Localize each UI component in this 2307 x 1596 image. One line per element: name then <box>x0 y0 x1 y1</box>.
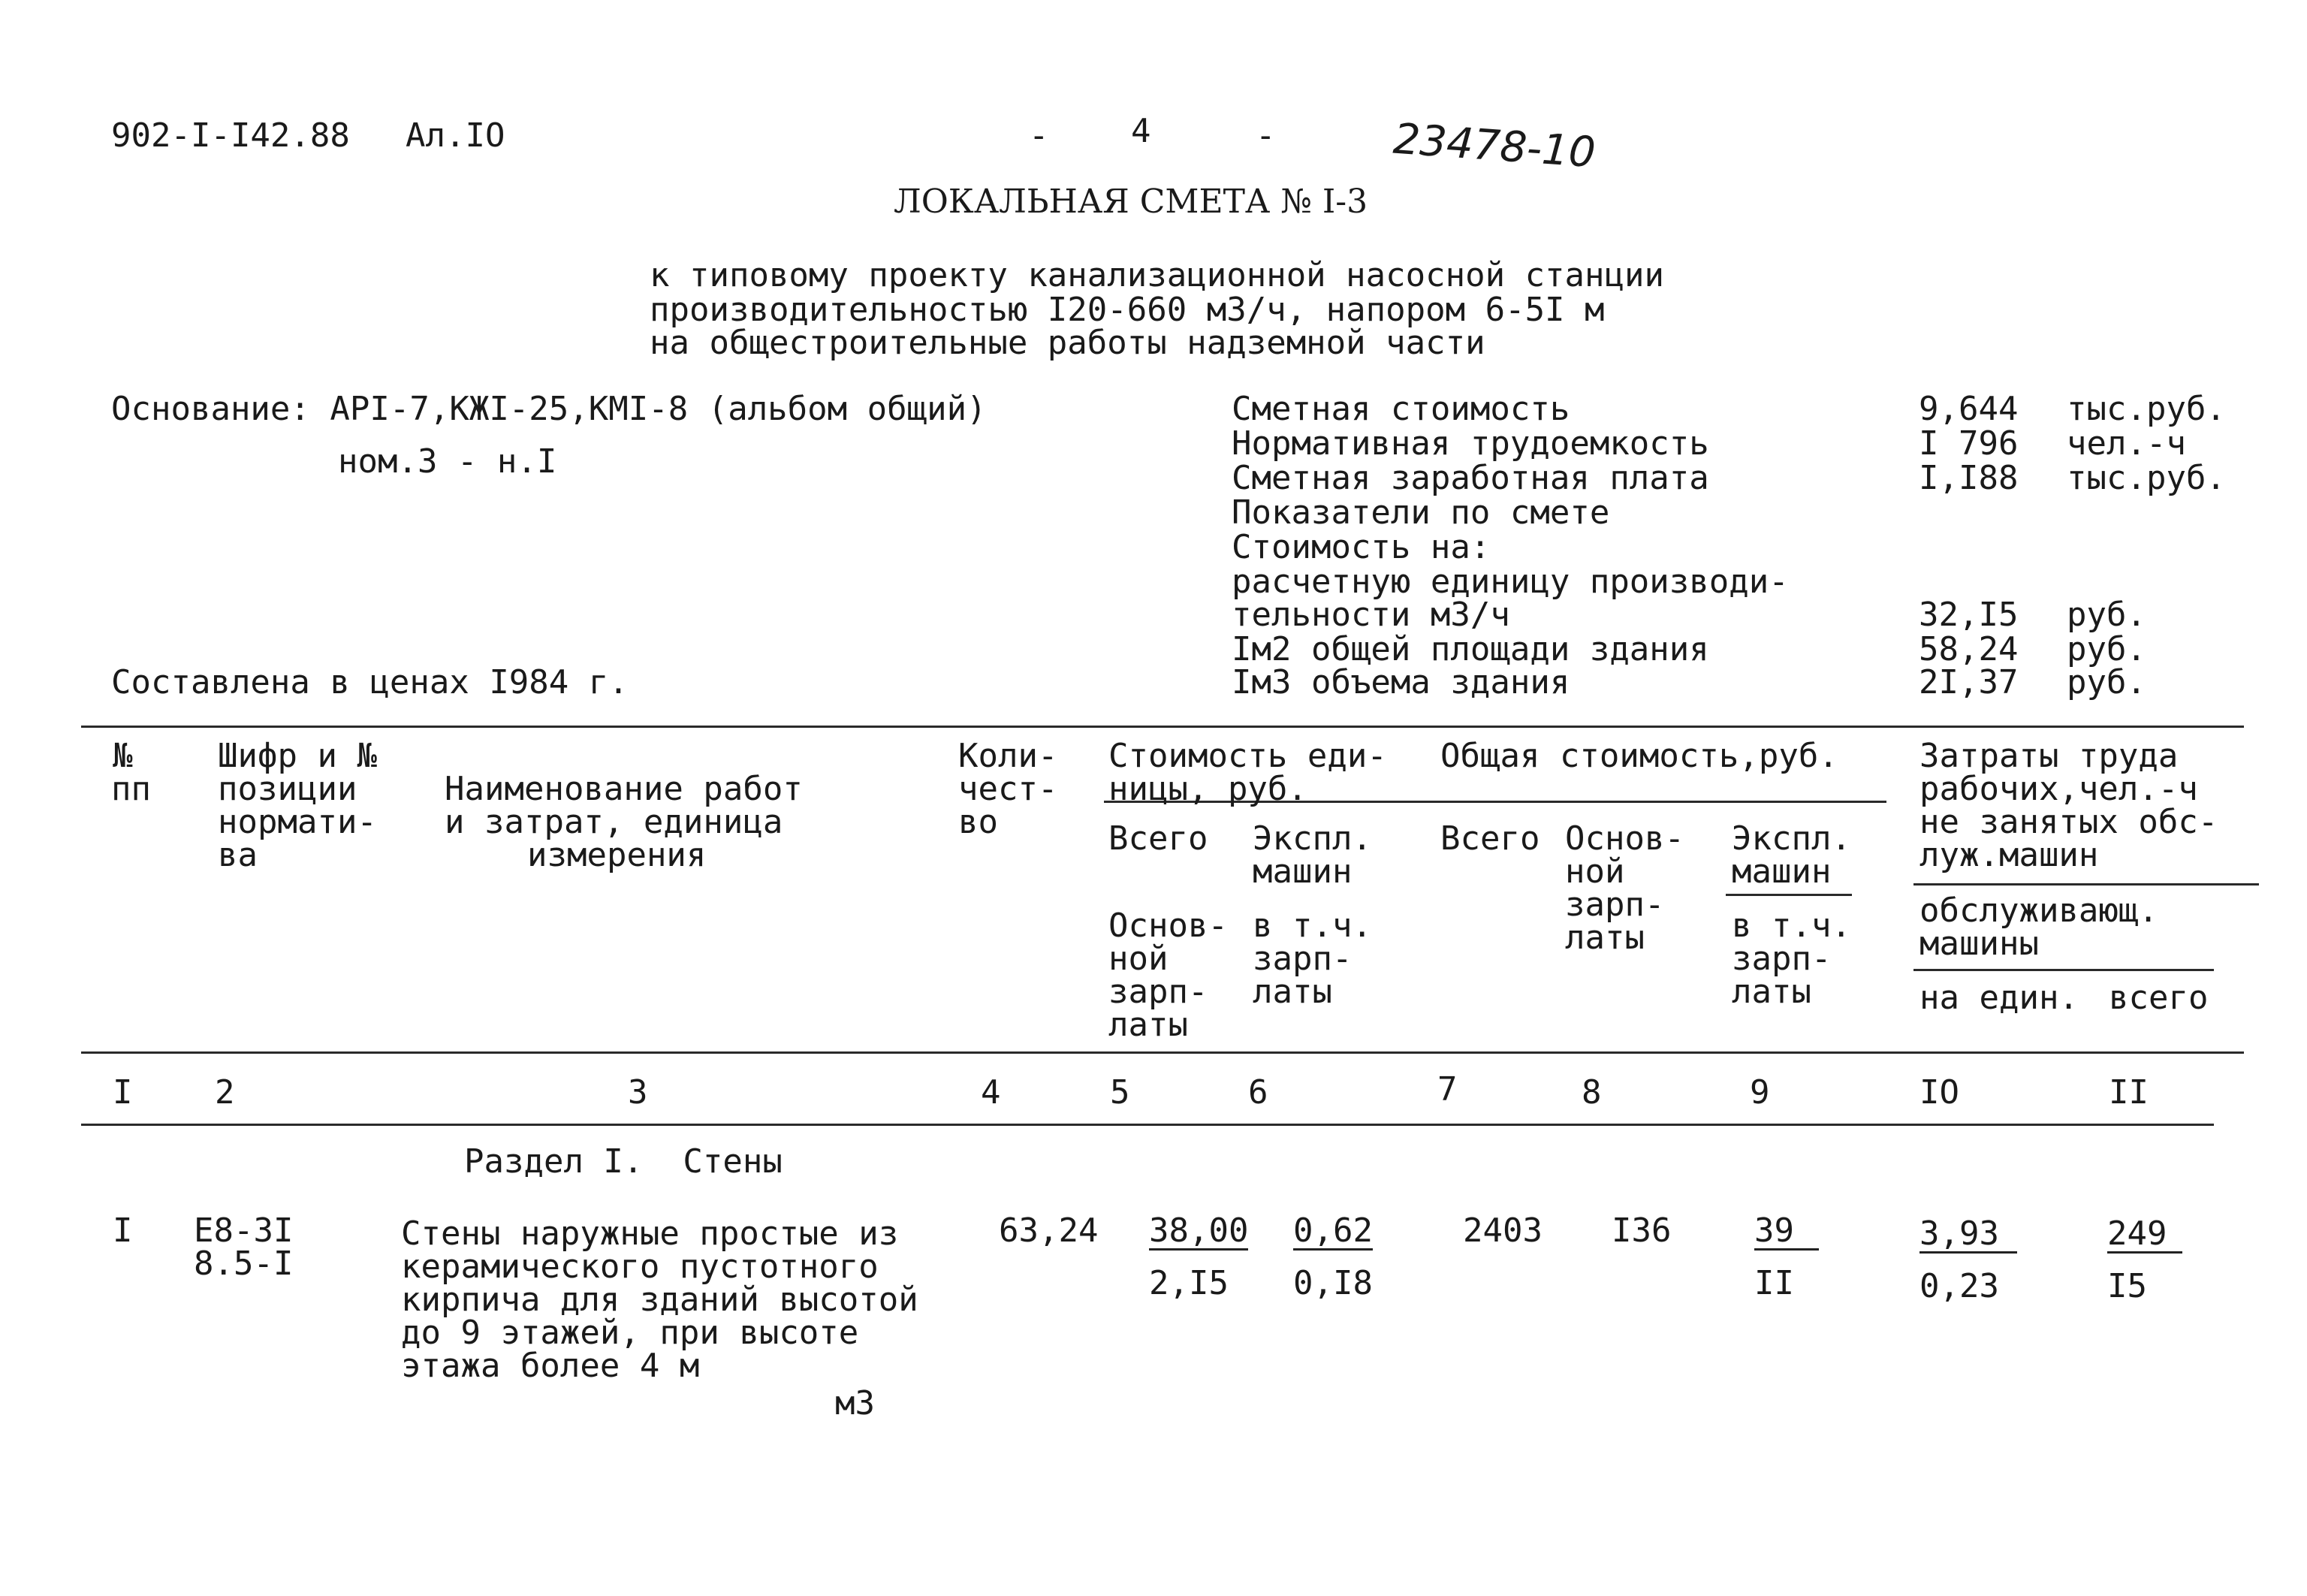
header-total-cost: Общая стоимость,руб. <box>1440 737 1838 775</box>
header-unit-base-2: ной <box>1108 940 1169 978</box>
table-top-rule <box>81 726 2244 728</box>
col-number: IO <box>1919 1073 1959 1112</box>
row-code-2: 8.5-I <box>194 1245 294 1283</box>
page-dash-right: - <box>1256 116 1276 155</box>
header-total-all: Всего <box>1440 819 1540 858</box>
cost-on-label: Стоимость на: <box>1232 528 1491 566</box>
unit-prod-label-1: расчетную единицу производи- <box>1232 563 1789 601</box>
header-labor-per-unit: на един. <box>1919 979 2079 1017</box>
row-name-4: до 9 этажей, при высоте <box>401 1314 859 1352</box>
handwritten-number: 23478-10 <box>1392 114 1597 178</box>
header-total-incl-2: зарп- <box>1732 940 1832 978</box>
summary-unit-wage: тыс.руб. <box>2067 459 2226 497</box>
summary-unit-cost: тыс.руб. <box>2067 390 2226 428</box>
summary-label-labor: Нормативная трудоемкость <box>1232 424 1709 463</box>
header-name-1: Наименование работ <box>445 770 803 808</box>
header-unit-incl-1: в т.ч. <box>1253 907 1372 945</box>
header-labor-serving-2: машины <box>1919 925 2039 963</box>
header-total-incl-1: в т.ч. <box>1732 907 1851 945</box>
col-number: 3 <box>628 1073 648 1112</box>
col-number: 4 <box>981 1073 1001 1112</box>
row-labor-total: 249 <box>2107 1217 2182 1254</box>
subtitle-line-1: к типовому проекту канализационной насосной станции <box>650 256 1665 294</box>
header-unit-base-3: зарп- <box>1108 973 1208 1011</box>
row-labor-per-unit: 3,93 <box>1919 1217 2017 1254</box>
labor-subrule-1 <box>1913 883 2259 885</box>
header-unit-incl-3: латы <box>1253 973 1332 1011</box>
summary-unit-labor: чел.-ч <box>2067 424 2186 463</box>
header-unit-base-1: Основ- <box>1108 907 1228 945</box>
row-labor-total-serving: I5 <box>2107 1267 2147 1305</box>
col-number: 7 <box>1437 1070 1458 1109</box>
compiled-prices: Составлена в ценах I984 г. <box>111 663 629 701</box>
header-unit-total: Всего <box>1108 819 1208 858</box>
volume-label: Iм3 объема здания <box>1232 663 1570 701</box>
area-label: Iм2 общей площади здания <box>1232 630 1709 668</box>
header-total-machines-1: Экспл. <box>1732 819 1851 858</box>
header-total-base-2: ной <box>1565 852 1625 891</box>
header-labor-total: всего <box>2109 979 2209 1017</box>
row-unit-machines: 0,62 <box>1293 1211 1373 1250</box>
summary-value-wage: I,I88 <box>1919 459 2019 497</box>
row-name-2: керамического пустотного <box>401 1248 879 1286</box>
row-unit-base-wage: 2,I5 <box>1149 1264 1229 1302</box>
row-labor-per-unit-serving: 0,23 <box>1919 1267 1999 1305</box>
header-code-1: Шифр и № <box>218 737 377 775</box>
area-value: 58,24 <box>1919 630 2019 668</box>
total-machines-subrule <box>1726 894 1852 896</box>
row-number: I <box>113 1211 133 1250</box>
header-total-base-1: Основ- <box>1565 819 1684 858</box>
header-num-2: пп <box>111 770 151 808</box>
header-qty-1: Коли- <box>958 737 1058 775</box>
header-labor-serving-1: обслуживающ. <box>1919 892 2158 930</box>
table-header-bottom-rule <box>81 1051 2244 1054</box>
volume-value: 2I,37 <box>1919 663 2019 701</box>
basis-line-1: Основание: АРI-7,КЖI-25,КМI-8 (альбом общий) <box>111 390 987 428</box>
page-number: 4 <box>1131 112 1151 150</box>
col-number: I <box>113 1073 133 1112</box>
col-number: II <box>2109 1073 2149 1112</box>
row-quantity: 63,24 <box>999 1211 1099 1250</box>
header-total-incl-3: латы <box>1732 973 1811 1011</box>
header-code-2: позиции <box>218 770 357 808</box>
col-number: 9 <box>1750 1073 1770 1112</box>
header-labor-2: рабочих,чел.-ч <box>1919 770 2198 808</box>
document-code: 902-I-I42.88 <box>111 116 350 155</box>
header-qty-3: во <box>958 803 998 841</box>
subtitle-line-2: производительностью I20-660 м3/ч, напором 6-5I м <box>650 291 1605 329</box>
row-unit: м3 <box>835 1384 875 1423</box>
header-code-3: нормати- <box>218 803 377 841</box>
page-title: ЛОКАЛЬНАЯ СМЕТА № I-3 <box>894 183 1368 221</box>
labor-subrule-2 <box>1913 969 2214 971</box>
header-labor-3: не занятых обс- <box>1919 803 2218 841</box>
row-total-base-wage: I36 <box>1612 1211 1672 1250</box>
col-number: 6 <box>1248 1073 1268 1112</box>
col-number: 8 <box>1582 1073 1602 1112</box>
header-unit-machines-2: машин <box>1253 852 1353 891</box>
column-number-rule <box>81 1124 2214 1126</box>
header-unit-incl-2: зарп- <box>1253 940 1353 978</box>
page-dash-left: - <box>1029 116 1049 155</box>
row-name-3: кирпича для зданий высотой <box>401 1281 918 1319</box>
summary-value-labor: I 796 <box>1919 424 2019 463</box>
row-code-1: Е8-3I <box>194 1211 294 1250</box>
summary-label-wage: Сметная заработная плата <box>1232 459 1709 497</box>
header-num-1: № <box>113 737 133 775</box>
row-total-machines-wage: II <box>1754 1264 1794 1302</box>
summary-value-cost: 9,644 <box>1919 390 2019 428</box>
area-unit: руб. <box>2067 630 2146 668</box>
header-total-base-3: зарп- <box>1565 885 1665 924</box>
header-name-2: и затрат, единица <box>445 803 783 841</box>
row-unit-total: 38,00 <box>1149 1211 1249 1250</box>
row-total: 2403 <box>1463 1211 1543 1250</box>
header-total-machines-2: машин <box>1732 852 1832 891</box>
header-code-4: ва <box>218 836 258 874</box>
row-total-machines: 39 <box>1754 1214 1819 1251</box>
summary-label-cost: Сметная стоимость <box>1232 390 1570 428</box>
header-labor-1: Затраты труда <box>1919 737 2179 775</box>
album-number: Ал.IO <box>406 116 505 155</box>
col-number: 5 <box>1110 1073 1130 1112</box>
row-unit-machines-wage: 0,I8 <box>1293 1264 1373 1302</box>
basis-line-2: ном.3 - н.I <box>338 442 557 481</box>
header-unit-base-4: латы <box>1108 1006 1188 1044</box>
unit-prod-label-2: тельности м3/ч <box>1232 596 1510 634</box>
indicators-title: Показатели по смете <box>1232 493 1610 532</box>
row-name-1: Стены наружные простые из <box>401 1214 899 1253</box>
unit-prod-value: 32,I5 <box>1919 596 2019 634</box>
section-title: Раздел I. Стены <box>464 1142 783 1181</box>
header-qty-2: чест- <box>958 770 1058 808</box>
header-unit-machines-1: Экспл. <box>1253 819 1372 858</box>
col-number: 2 <box>215 1073 235 1112</box>
header-unit-cost-2: ницы, руб. <box>1108 770 1307 808</box>
volume-unit: руб. <box>2067 663 2146 701</box>
unit-prod-unit: руб. <box>2067 596 2146 634</box>
header-total-base-4: латы <box>1565 919 1645 957</box>
subtitle-line-3: на общестроительные работы надземной части <box>650 324 1485 362</box>
header-unit-cost-1: Стоимость еди- <box>1108 737 1387 775</box>
row-name-5: этажа более 4 м <box>401 1347 700 1385</box>
header-name-3: измерения <box>527 836 707 874</box>
header-labor-4: луж.машин <box>1919 836 2099 874</box>
